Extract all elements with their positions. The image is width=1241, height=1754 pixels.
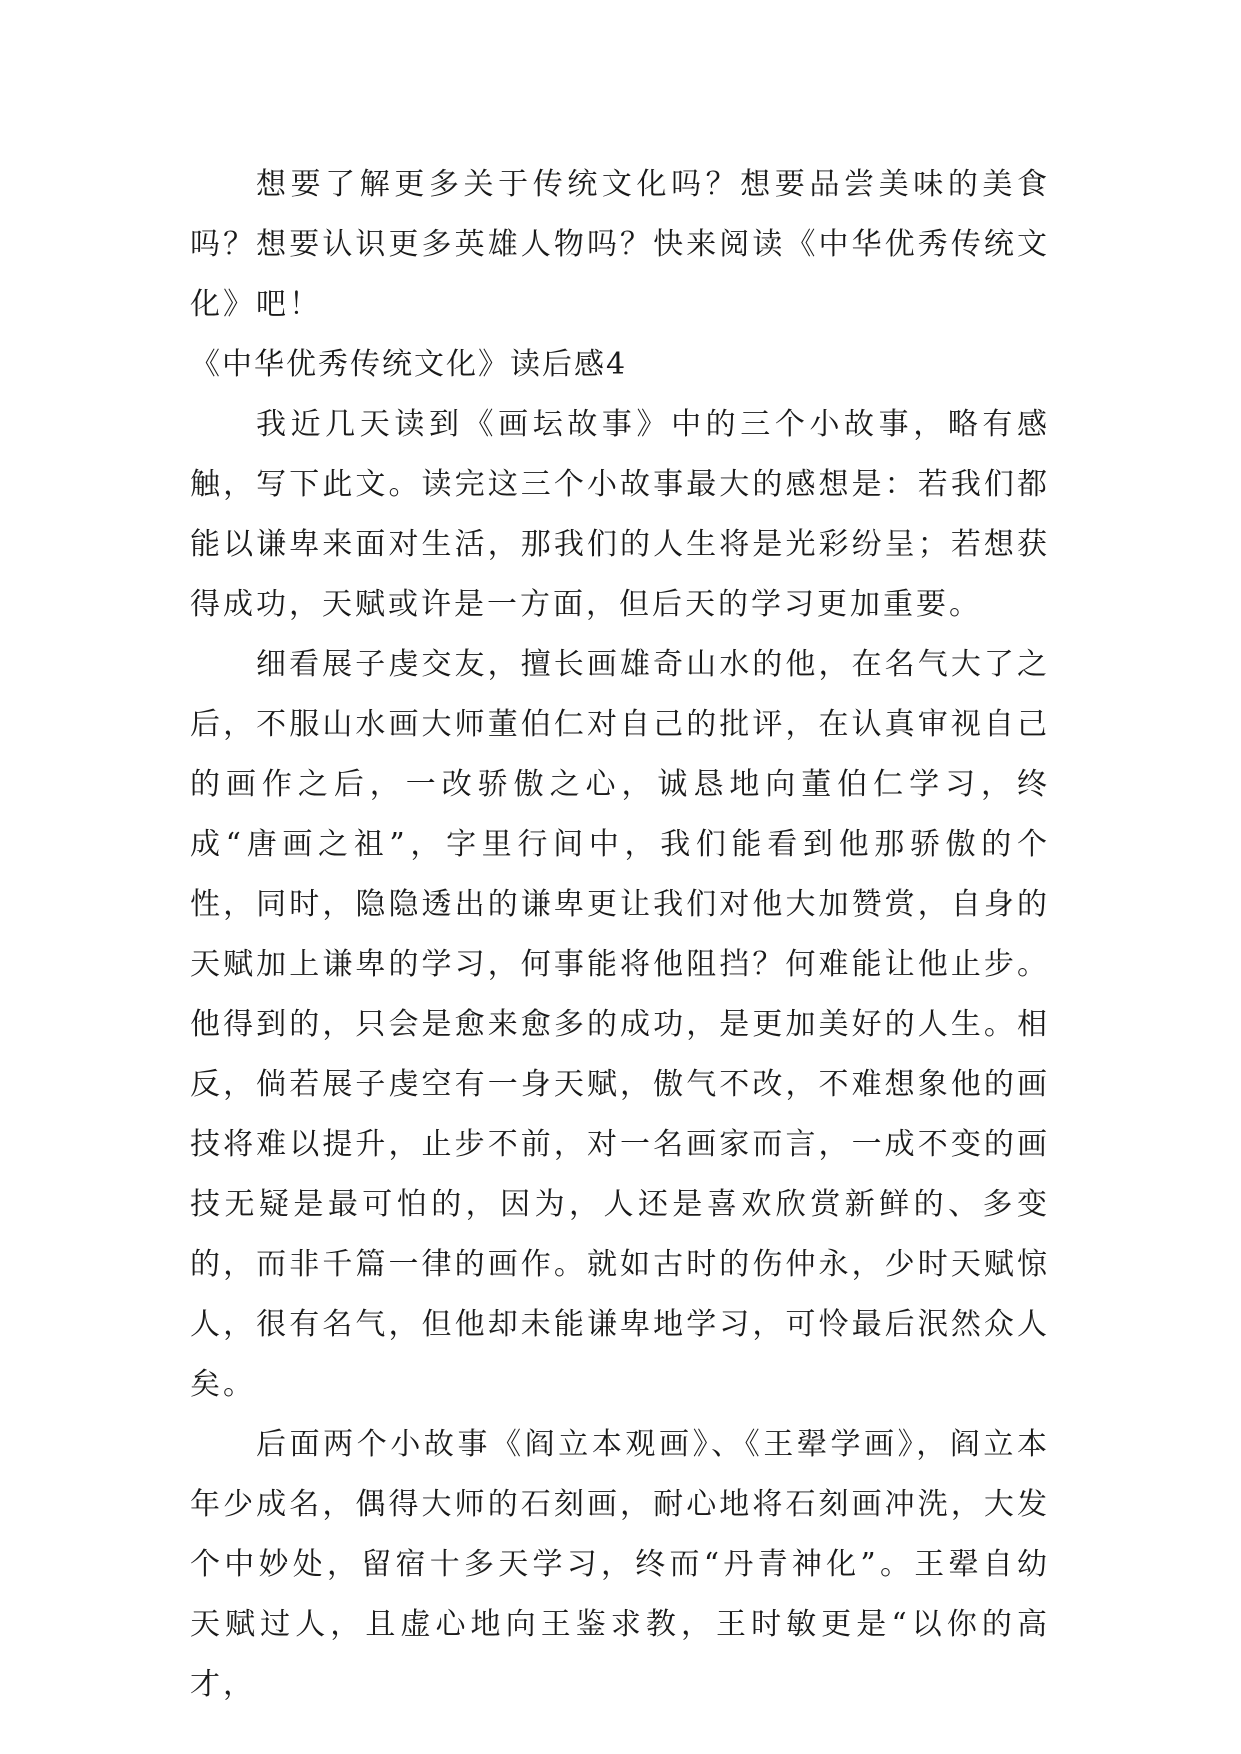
section-title: 《中华优秀传统文化》读后感4: [190, 347, 628, 382]
body-paragraph-2: 细看展子虔交友，擅长画雄奇山水的他，在名气大了之后，不服山水画大师董伯仁对自己的批评，在认真审视自己的画作之后，一改骄傲之心，诚恳地向董伯仁学习，终成“唐画之祖”，字里行间中，我们能看到他那骄傲的个性，同时，隐隐透出的谦卑更让我们对他大加赞赏，自身的天赋加上谦卑的学习，何事能将他阻挡？何难能让他止步。他得到的，只会是愈来愈多的成功，是更加美好的人生。相反，倘若展子虔空有一身天赋，傲气不改，不难想象他的画技将难以提升，止步不前，对一名画家而言，一成不变的画技无疑是最可怕的，因为，人还是喜欢欣赏新鲜的、多变的，而非千篇一律的画作。就如古时的伤仲永，少时天赋惊人，很有名气，但他却未能谦卑地学习，可怜最后泯然众人矣。: [190, 647, 1050, 1402]
intro-paragraph: 想要了解更多关于传统文化吗？想要品尝美味的美食吗？想要认识更多英雄人物吗？快来阅读《中华优秀传统文化》吧！: [190, 167, 1050, 322]
document-body: [190, 155, 1050, 1715]
body-paragraph-1: 我近几天读到《画坛故事》中的三个小故事，略有感触，写下此文。读完这三个小故事最大的感想是：若我们都能以谦卑来面对生活，那我们的人生将是光彩纷呈；若想获得成功，天赋或许是一方面，但后天的学习更加重要。: [190, 407, 1050, 622]
body-paragraph-3: 后面两个小故事《阎立本观画》、《王翚学画》，阎立本年少成名，偶得大师的石刻画，耐心地将石刻画冲洗，大发个中妙处，留宿十多天学习，终而“丹青神化”。王翚自幼天赋过人，且虚心地向王鉴求教，王时敏更是“以你的高才，: [190, 1427, 1050, 1702]
